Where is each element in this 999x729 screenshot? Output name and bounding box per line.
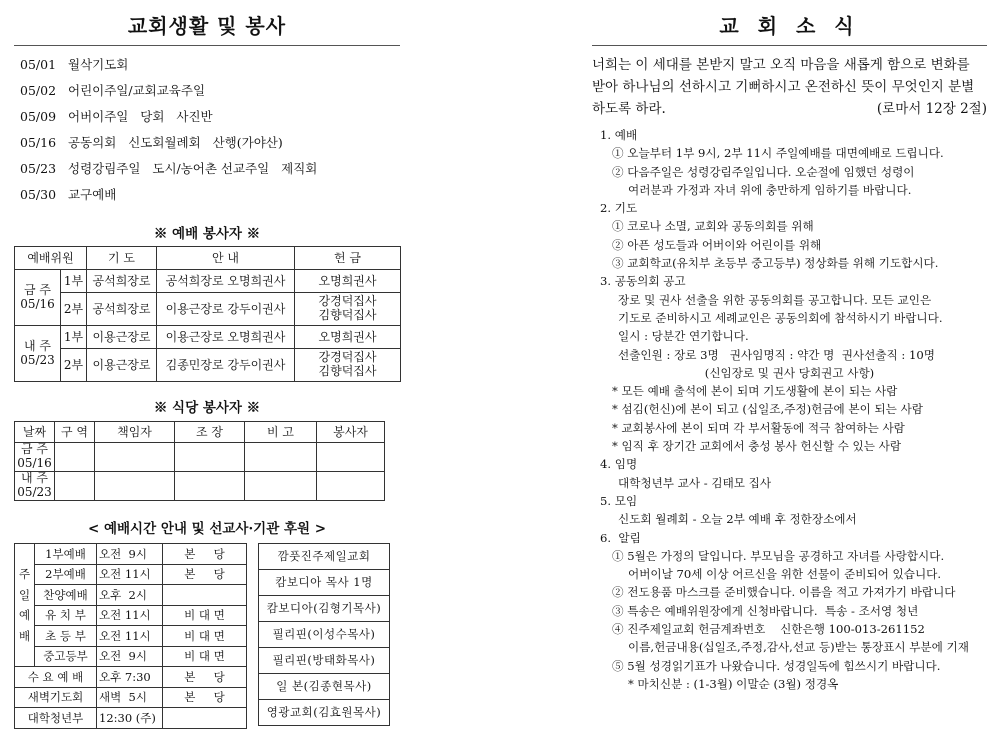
news-line: * 교회봉사에 본이 되며 각 부서활동에 적극 참여하는 사람 (612, 420, 905, 435)
table-row (15, 708, 247, 729)
news-line: 2. 기도 (600, 201, 638, 216)
table-row (15, 293, 401, 326)
schedule-text: 월삭기도회 (68, 57, 129, 72)
service-time: 오전 11시 (97, 605, 163, 626)
news-line: ② 아픈 성도들과 어버이와 어린이를 위해 (612, 237, 822, 252)
news-line: 5. 모임 (600, 493, 638, 508)
schedule-date: 05/16 (20, 135, 57, 150)
service-place (163, 708, 247, 729)
table-row (15, 626, 247, 647)
service-name: 찬양예배 (35, 585, 97, 606)
news-line: ③ 교회학교(유치부 초등부 중고등부) 정상화를 위해 기도합시다. (612, 256, 939, 271)
service-place: 비 대 면 (163, 626, 247, 647)
schedule-item (14, 78, 400, 104)
table-row (15, 349, 401, 382)
service-time: 새벽 5시 (97, 687, 163, 708)
service-time: 오전 9시 (97, 544, 163, 565)
church-life-title: 교회생활 및 봉사 (14, 10, 400, 46)
news-line: 이름,헌금내용(십일조,주정,감사,선교 등)받는 통장표시 부분에 기재 (628, 640, 969, 655)
table-row (15, 443, 385, 472)
news-line: ② 다음주일은 성령강림주일입니다. 오순절에 임했던 성령이 (612, 164, 915, 179)
header-cell: 날짜 (15, 422, 55, 443)
schedule-text: 교구예배 (68, 187, 117, 202)
service-place: 본 당 (163, 687, 247, 708)
meal-helpers-title: ※ 식당 봉사자 ※ (153, 400, 261, 416)
table-row (259, 622, 390, 648)
schedule-date: 05/23 (20, 161, 57, 176)
service-name: 2부예배 (35, 564, 97, 585)
header-cell: 헌 금 (295, 247, 401, 270)
guide-cell: 이용근장로 오명희권사 (157, 326, 295, 349)
service-name: 1부예배 (35, 544, 97, 565)
table-row (15, 472, 385, 501)
table-row (15, 247, 401, 270)
right-column (592, 10, 987, 693)
table-row (259, 674, 390, 700)
table-row (259, 544, 390, 570)
service-times-table (14, 543, 247, 729)
header-cell: 예배위원 (15, 247, 87, 270)
table-row (259, 596, 390, 622)
mission-item: 필리핀(이성수목사) (259, 622, 390, 648)
table-row (15, 585, 247, 606)
news-line: ② 전도용품 마스크를 준비했습니다. 이름을 적고 가져가기 바랍니다 (612, 585, 956, 600)
mission-item: 캄보디아 목사 1명 (259, 570, 390, 596)
side-label: 주 (15, 564, 35, 585)
part-cell: 2부 (61, 293, 87, 326)
schedule-date: 05/09 (20, 109, 57, 124)
schedule-item (14, 52, 400, 78)
service-place: 비 대 면 (163, 605, 247, 626)
table-row (15, 422, 385, 443)
empty-cell (175, 443, 245, 472)
news-line: ① 오늘부터 1부 9시, 2부 11시 주일예배를 대면예배로 드립니다. (612, 146, 944, 161)
verse-text: 너희는 이 세대를 본받지 말고 오직 마음을 새롭게 함으로 변화를 받아 하나님의 선하시고 기뻐하시고 온전하신 뜻이 무엇인지 분별하도록 하라. (592, 57, 975, 117)
verse-reference: (로마서 12장 2절) (876, 101, 987, 117)
news-line: 선출인원 : 장로 3명 권사임명직 : 약간 명 권사선출직 : 10명 (618, 347, 935, 362)
empty-cell (245, 443, 317, 472)
schedule-text: 공동의회 신도회월례회 산행(가야산) (68, 135, 283, 150)
service-place (163, 585, 247, 606)
week-label: 내 주 05/23 (15, 472, 55, 501)
service-time: 오전 9시 (97, 646, 163, 667)
header-cell: 봉사자 (317, 422, 385, 443)
header-cell: 비 고 (245, 422, 317, 443)
schedule-text: 어버이주일 당회 사진반 (68, 109, 213, 124)
table-row (15, 687, 247, 708)
service-name: 새벽기도회 (15, 687, 97, 708)
news-line: 3. 공동의회 공고 (600, 274, 686, 289)
table-row (259, 648, 390, 674)
prayer-cell: 이용근장로 (87, 349, 157, 382)
prayer-cell: 공석희장로 (87, 293, 157, 326)
meal-helpers-table (14, 421, 385, 501)
guide-cell: 공석희장로 오명희권사 (157, 270, 295, 293)
empty-cell (317, 443, 385, 472)
news-line: 6. 알림 (600, 530, 641, 545)
schedule-date: 05/30 (20, 187, 57, 202)
empty-cell (175, 472, 245, 501)
news-line: ⑤ 5월 성경읽기표가 나왔습니다. 성경일독에 힘쓰시기 바랍니다. (612, 658, 941, 673)
service-name: 유 치 부 (35, 605, 97, 626)
table-row (259, 700, 390, 726)
guide-cell: 김종민장로 강두이권사 (157, 349, 295, 382)
service-time: 오전 11시 (97, 626, 163, 647)
news-line: 대학청년부 교사 - 김태모 집사 (618, 475, 772, 490)
mission-support-table (258, 543, 390, 726)
service-place: 비 대 면 (163, 646, 247, 667)
schedule-text: 어린이주일/교회교육주일 (68, 83, 206, 98)
service-time: 오전 11시 (97, 564, 163, 585)
news-list (592, 126, 987, 693)
offering-cell: 강경덕집사 김향덕집사 (295, 293, 401, 326)
empty-cell (317, 472, 385, 501)
schedule-date: 05/01 (20, 57, 57, 72)
table-row (259, 570, 390, 596)
table-row (15, 326, 401, 349)
mission-item: 깜풋진주제일교회 (259, 544, 390, 570)
schedule-item (14, 130, 400, 156)
part-cell: 1부 (61, 270, 87, 293)
side-label: 배 (15, 626, 35, 647)
header-cell: 구 역 (55, 422, 95, 443)
empty-cell (55, 472, 95, 501)
offering-cell: 오명희권사 (295, 326, 401, 349)
news-line: 1. 예배 (600, 128, 638, 142)
week-label: 내 주 05/23 (15, 326, 61, 382)
mission-item: 캄보디아(김형기목사) (259, 596, 390, 622)
header-cell: 안 내 (157, 247, 295, 270)
news-line: ① 5월은 가정의 달입니다. 부모님을 공경하고 자녀를 사랑합시다. (612, 548, 945, 563)
news-line: * 모든 예배 출석에 본이 되며 기도생활에 본이 되는 사람 (612, 384, 898, 399)
worship-helpers-table (14, 246, 401, 382)
service-name: 수 요 예 배 (15, 667, 97, 688)
news-line: 기도로 준비하시고 세례교인은 공동의회에 참석하시기 바랍니다. (618, 310, 943, 325)
schedule-list (14, 52, 400, 208)
service-place: 본 당 (163, 564, 247, 585)
part-cell: 1부 (61, 326, 87, 349)
news-line: 여러분과 가정과 자녀 위에 충만하게 임하기를 바랍니다. (628, 182, 912, 197)
side-label: 예 (15, 605, 35, 626)
part-cell: 2부 (61, 349, 87, 382)
empty-cell (95, 472, 175, 501)
schedule-item (14, 104, 400, 130)
table-row (15, 605, 247, 626)
empty-cell (95, 443, 175, 472)
news-line: * 섬김(헌신)에 본이 되고 (십일조,주정)헌금에 본이 되는 사람 (612, 402, 923, 417)
table-row (15, 667, 247, 688)
table-row (15, 564, 247, 585)
news-line: 어버이날 70세 이상 어르신을 위한 선물이 준비되어 있습니다. (628, 567, 942, 582)
mission-item: 필리핀(방태화목사) (259, 648, 390, 674)
news-line: * 마치신분 : (1-3월) 이말순 (3월) 정경옥 (628, 676, 839, 691)
offering-cell: 강경덕집사 김향덕집사 (295, 349, 401, 382)
side-label (15, 544, 35, 565)
schedule-date: 05/02 (20, 83, 57, 98)
schedule-text: 성령강림주일 도시/농어촌 선교주일 제직회 (68, 161, 318, 176)
guide-cell: 이용근장로 강두이권사 (157, 293, 295, 326)
service-times-title: < 예배시간 안내 및 선교사·기관 후원 > (87, 521, 327, 537)
news-line: * 임직 후 장기간 교회에서 충성 봉사 헌신할 수 있는 사람 (612, 439, 902, 454)
bible-verse (592, 54, 987, 120)
service-name: 대학청년부 (15, 708, 97, 729)
offering-cell: 오명희권사 (295, 270, 401, 293)
service-time: 오후 2시 (97, 585, 163, 606)
side-label: 일 (15, 585, 35, 606)
prayer-cell: 이용근장로 (87, 326, 157, 349)
service-time: 오후 7:30 (97, 667, 163, 688)
service-time: 12:30 (주) (97, 708, 163, 729)
mission-item: 일 본(김종현목사) (259, 674, 390, 700)
schedule-item (14, 182, 400, 208)
header-cell: 책임자 (95, 422, 175, 443)
week-label: 금 주 05/16 (15, 443, 55, 472)
schedule-item (14, 156, 400, 182)
week-label: 금 주 05/16 (15, 270, 61, 326)
service-name: 초 등 부 (35, 626, 97, 647)
service-place: 본 당 (163, 667, 247, 688)
service-area (14, 543, 400, 723)
empty-cell (55, 443, 95, 472)
header-cell: 조 장 (175, 422, 245, 443)
prayer-cell: 공석희장로 (87, 270, 157, 293)
worship-helpers-title: ※ 예배 봉사자 ※ (153, 226, 261, 242)
table-row (15, 544, 247, 565)
service-place: 본 당 (163, 544, 247, 565)
service-name: 중고등부 (35, 646, 97, 667)
news-line: ① 코로나 소멸, 교회와 공동의회를 위해 (612, 219, 814, 234)
news-line: 4. 임명 (600, 457, 638, 472)
news-line: 장로 및 권사 선출을 위한 공동의회를 공고합니다. 모든 교인은 (618, 292, 932, 307)
news-line: (신임장로 및 권사 당회권고 사항) (704, 365, 875, 380)
empty-cell (245, 472, 317, 501)
header-cell: 기 도 (87, 247, 157, 270)
side-label (15, 646, 35, 667)
mission-item: 영광교회(김효원목사) (259, 700, 390, 726)
news-line: ③ 특송은 예배위원장에게 신청바랍니다. 특송 - 조서영 청년 (612, 603, 919, 618)
table-row (15, 270, 401, 293)
news-line: 일시 : 당분간 연기합니다. (618, 329, 749, 344)
news-line: ④ 진주제일교회 헌금계좌번호 신한은행 100-013-261152 (612, 622, 925, 637)
news-line: 신도회 월례회 - 오늘 2부 예배 후 정한장소에서 (618, 512, 857, 527)
left-column (14, 10, 400, 723)
table-row (15, 646, 247, 667)
church-news-title: 교 회 소 식 (592, 10, 987, 46)
